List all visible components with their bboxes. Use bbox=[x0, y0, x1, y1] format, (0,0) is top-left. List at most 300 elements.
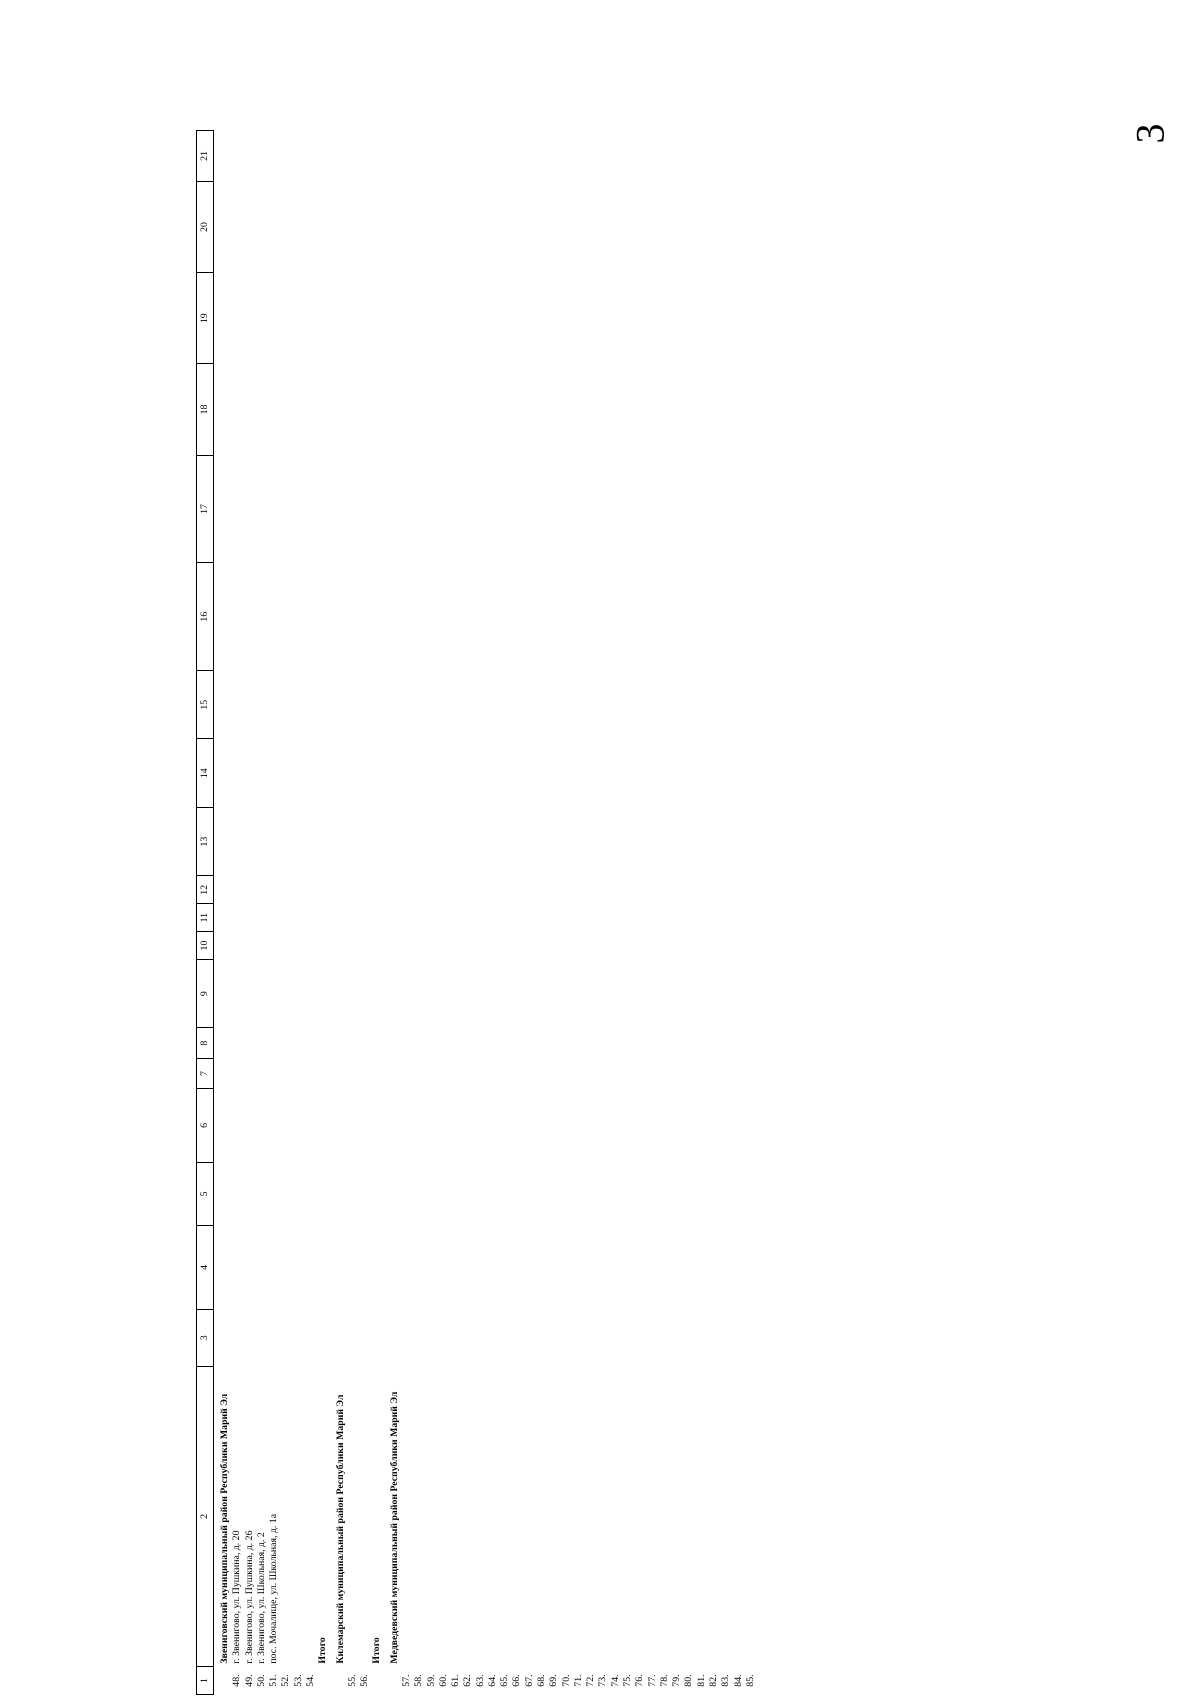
table-cell: 64. bbox=[486, 1674, 498, 1687]
table-cell bbox=[462, 1058, 474, 1088]
table-cell bbox=[634, 932, 646, 960]
table-cell bbox=[371, 904, 383, 932]
table-cell bbox=[499, 1028, 511, 1058]
table-cell bbox=[683, 1366, 695, 1666]
table-cell bbox=[475, 273, 487, 364]
table-cell bbox=[524, 739, 536, 807]
table-cell bbox=[347, 876, 359, 904]
table-cell bbox=[573, 1366, 585, 1666]
table-cell: 63. bbox=[474, 1674, 486, 1687]
table-cell bbox=[450, 959, 462, 1027]
table-cell bbox=[671, 671, 683, 739]
table-cell bbox=[733, 904, 745, 932]
table-row bbox=[231, 131, 243, 1695]
column-header: 6 bbox=[197, 1089, 214, 1163]
table-cell bbox=[487, 364, 499, 455]
table-cell bbox=[317, 904, 329, 932]
table-cell bbox=[647, 959, 659, 1027]
table-cell bbox=[244, 181, 256, 272]
table-cell bbox=[305, 364, 317, 455]
table-cell bbox=[487, 959, 499, 1027]
table-cell bbox=[536, 563, 548, 671]
table-cell bbox=[597, 904, 609, 932]
table-cell bbox=[708, 563, 720, 671]
table-cell bbox=[268, 131, 280, 182]
column-header: 1 bbox=[197, 1667, 214, 1695]
table-cell bbox=[511, 932, 523, 960]
table-cell bbox=[610, 181, 622, 272]
table-cell bbox=[561, 364, 573, 455]
table-cell bbox=[561, 455, 573, 563]
table-cell bbox=[622, 1309, 634, 1366]
table-cell bbox=[401, 273, 413, 364]
column-header: 19 bbox=[197, 273, 214, 364]
table-cell bbox=[426, 1226, 438, 1310]
table-cell bbox=[231, 364, 243, 455]
table-cell bbox=[610, 807, 622, 875]
table-cell bbox=[733, 1366, 745, 1666]
table-cell bbox=[745, 131, 757, 182]
table-cell: 76. bbox=[634, 1674, 646, 1687]
table-cell bbox=[634, 1162, 646, 1225]
table-cell bbox=[426, 181, 438, 272]
table-cell bbox=[475, 671, 487, 739]
table-cell bbox=[371, 563, 383, 671]
table-cell bbox=[511, 1089, 523, 1163]
table-cell bbox=[561, 1089, 573, 1163]
table-cell: 62. bbox=[462, 1674, 474, 1687]
table-cell bbox=[317, 959, 329, 1027]
table-cell bbox=[708, 807, 720, 875]
table-cell bbox=[462, 1089, 474, 1163]
table-cell bbox=[708, 131, 720, 182]
table-cell bbox=[305, 1162, 317, 1225]
table-cell bbox=[268, 932, 280, 960]
table-cell bbox=[720, 1226, 732, 1310]
table-cell bbox=[268, 1058, 280, 1088]
table-cell bbox=[536, 959, 548, 1027]
table-cell bbox=[475, 181, 487, 272]
table-cell bbox=[347, 1058, 359, 1088]
table-cell bbox=[317, 1309, 329, 1366]
table-cell bbox=[487, 181, 499, 272]
table-cell bbox=[305, 1309, 317, 1366]
table-cell bbox=[244, 904, 256, 932]
table-cell: 75. bbox=[622, 1674, 633, 1687]
table-cell bbox=[622, 1028, 634, 1058]
table-cell bbox=[413, 181, 425, 272]
table-row bbox=[438, 131, 450, 1695]
table-cell bbox=[347, 959, 359, 1027]
table-cell bbox=[659, 1058, 671, 1088]
table-cell bbox=[696, 364, 708, 455]
table-cell bbox=[585, 1028, 597, 1058]
table-cell bbox=[708, 1309, 720, 1366]
table-cell bbox=[256, 1058, 268, 1088]
table-cell bbox=[708, 1089, 720, 1163]
table-cell bbox=[659, 932, 671, 960]
table-cell bbox=[293, 131, 305, 182]
table-cell bbox=[696, 959, 708, 1027]
table-cell bbox=[548, 1028, 560, 1058]
table-cell bbox=[401, 876, 413, 904]
table-cell bbox=[268, 807, 280, 875]
table-cell bbox=[610, 876, 622, 904]
table-cell bbox=[359, 739, 371, 807]
table-cell bbox=[610, 671, 622, 739]
table-cell bbox=[536, 455, 548, 563]
table-cell: 78. bbox=[658, 1674, 670, 1687]
table-cell bbox=[720, 273, 732, 364]
table-cell bbox=[671, 932, 683, 960]
table-cell bbox=[733, 807, 745, 875]
table-cell bbox=[696, 1089, 708, 1163]
table-cell bbox=[659, 455, 671, 563]
table-cell bbox=[634, 364, 646, 455]
table-cell bbox=[499, 932, 511, 960]
table-cell bbox=[647, 364, 659, 455]
table-cell bbox=[745, 1162, 757, 1225]
table-cell bbox=[585, 455, 597, 563]
table-cell bbox=[733, 1162, 745, 1225]
table-cell bbox=[634, 1366, 646, 1666]
table-cell bbox=[359, 904, 371, 932]
table-cell bbox=[359, 1162, 371, 1225]
table-cell bbox=[268, 739, 280, 807]
table-cell bbox=[634, 455, 646, 563]
table-cell bbox=[745, 959, 757, 1027]
table-cell: 82. bbox=[707, 1674, 719, 1687]
table-cell bbox=[347, 671, 359, 739]
table-cell bbox=[347, 455, 359, 563]
table-cell bbox=[671, 1366, 683, 1666]
table-cell bbox=[597, 932, 609, 960]
table-cell bbox=[280, 181, 292, 272]
table-cell bbox=[359, 671, 371, 739]
table-cell bbox=[733, 1058, 745, 1088]
table-cell bbox=[511, 1226, 523, 1310]
table-cell bbox=[696, 455, 708, 563]
table-cell bbox=[548, 959, 560, 1027]
section-title: Килемарский муниципальный район Республики Марий Эл bbox=[334, 1394, 346, 1664]
table-cell bbox=[548, 807, 560, 875]
table-cell bbox=[634, 1089, 646, 1163]
table-cell bbox=[597, 1089, 609, 1163]
table-cell bbox=[524, 1058, 536, 1088]
table-cell bbox=[305, 932, 317, 960]
table-cell bbox=[610, 1058, 622, 1088]
table-cell bbox=[347, 807, 359, 875]
table-cell bbox=[536, 876, 548, 904]
table-cell bbox=[610, 1309, 622, 1366]
table-cell bbox=[293, 563, 305, 671]
table-row bbox=[745, 131, 757, 1695]
table-cell bbox=[487, 1226, 499, 1310]
table-cell bbox=[524, 1162, 536, 1225]
table-row bbox=[634, 131, 646, 1695]
table-cell bbox=[573, 181, 585, 272]
table-cell bbox=[708, 932, 720, 960]
table-cell bbox=[683, 273, 695, 364]
table-cell bbox=[634, 807, 646, 875]
table-cell bbox=[671, 876, 683, 904]
table-cell bbox=[359, 1058, 371, 1088]
table-cell bbox=[622, 364, 634, 455]
table-cell bbox=[475, 1226, 487, 1310]
table-cell bbox=[622, 1226, 634, 1310]
table-cell bbox=[426, 739, 438, 807]
table-cell bbox=[708, 1058, 720, 1088]
table-cell bbox=[696, 563, 708, 671]
table-cell bbox=[745, 181, 757, 272]
table-row bbox=[585, 131, 597, 1695]
table-cell bbox=[499, 131, 511, 182]
table-cell bbox=[359, 455, 371, 563]
table-cell bbox=[622, 876, 634, 904]
table-row bbox=[487, 131, 499, 1695]
total-row bbox=[371, 131, 383, 1695]
table-cell bbox=[708, 455, 720, 563]
table-cell bbox=[317, 563, 329, 671]
table-cell bbox=[268, 671, 280, 739]
column-header: 18 bbox=[197, 364, 214, 455]
table-cell bbox=[622, 807, 634, 875]
table-cell bbox=[317, 364, 329, 455]
table-cell bbox=[745, 1058, 757, 1088]
table-cell bbox=[280, 563, 292, 671]
table-cell bbox=[371, 1058, 383, 1088]
table-cell bbox=[524, 904, 536, 932]
table-cell bbox=[413, 904, 425, 932]
table-cell bbox=[659, 273, 671, 364]
table-cell bbox=[487, 131, 499, 182]
total-row bbox=[317, 131, 329, 1695]
table-cell bbox=[647, 1226, 659, 1310]
table-row bbox=[462, 131, 474, 1695]
table-cell bbox=[280, 904, 292, 932]
table-cell bbox=[487, 932, 499, 960]
table-cell bbox=[696, 131, 708, 182]
table-cell bbox=[293, 1162, 305, 1225]
table-row bbox=[293, 131, 305, 1695]
table-cell bbox=[720, 1366, 732, 1666]
table-cell bbox=[487, 1089, 499, 1163]
table-cell bbox=[413, 1028, 425, 1058]
table-cell bbox=[487, 1309, 499, 1366]
table-cell bbox=[462, 1309, 474, 1366]
table-cell bbox=[462, 739, 474, 807]
table-cell: 49. bbox=[243, 1674, 255, 1687]
table-cell bbox=[317, 807, 329, 875]
table-cell bbox=[499, 364, 511, 455]
table-row bbox=[401, 131, 413, 1695]
table-cell bbox=[585, 1058, 597, 1088]
table-cell bbox=[573, 932, 585, 960]
table-cell bbox=[585, 959, 597, 1027]
table-cell bbox=[487, 563, 499, 671]
table-cell bbox=[371, 959, 383, 1027]
table-cell bbox=[438, 904, 450, 932]
column-header: 10 bbox=[197, 932, 214, 960]
table-cell bbox=[347, 1366, 359, 1666]
table-cell bbox=[293, 1226, 305, 1310]
table-cell bbox=[683, 131, 695, 182]
table-cell bbox=[597, 671, 609, 739]
table-cell bbox=[438, 876, 450, 904]
table-row bbox=[359, 131, 371, 1695]
table-cell bbox=[426, 131, 438, 182]
table-cell bbox=[720, 1162, 732, 1225]
table-cell bbox=[413, 273, 425, 364]
table-cell bbox=[585, 904, 597, 932]
table-cell bbox=[426, 932, 438, 960]
table-row bbox=[347, 131, 359, 1695]
table-cell bbox=[438, 671, 450, 739]
table-cell bbox=[317, 1226, 329, 1310]
table-cell bbox=[585, 181, 597, 272]
table-cell: 77. bbox=[646, 1674, 658, 1687]
table-cell bbox=[293, 1089, 305, 1163]
table-row bbox=[683, 131, 695, 1695]
table-cell bbox=[597, 1309, 609, 1366]
table-cell bbox=[524, 1226, 536, 1310]
table-cell bbox=[268, 876, 280, 904]
table-cell bbox=[573, 131, 585, 182]
table-cell bbox=[359, 1366, 371, 1666]
table-cell bbox=[720, 959, 732, 1027]
table-cell bbox=[511, 1058, 523, 1088]
table-cell bbox=[585, 671, 597, 739]
table-cell bbox=[647, 1058, 659, 1088]
table-row bbox=[450, 131, 462, 1695]
table-cell bbox=[499, 181, 511, 272]
table-row bbox=[671, 131, 683, 1695]
table-cell bbox=[268, 273, 280, 364]
table-cell: г. Звенигово, ул. Пушкина, д. 26 bbox=[243, 1530, 255, 1664]
table-cell bbox=[720, 671, 732, 739]
column-header: 12 bbox=[197, 876, 214, 904]
table-cell bbox=[585, 807, 597, 875]
table-cell bbox=[438, 1309, 450, 1366]
table-cell bbox=[548, 1309, 560, 1366]
table-cell bbox=[462, 671, 474, 739]
table-cell bbox=[426, 1028, 438, 1058]
table-cell bbox=[585, 1366, 597, 1666]
table-cell bbox=[634, 671, 646, 739]
table-cell bbox=[696, 1226, 708, 1310]
table-cell bbox=[610, 273, 622, 364]
table-cell bbox=[708, 739, 720, 807]
table-cell bbox=[359, 563, 371, 671]
table-cell bbox=[536, 671, 548, 739]
table-cell bbox=[487, 1366, 499, 1666]
table-cell bbox=[413, 1058, 425, 1088]
table-cell bbox=[573, 1162, 585, 1225]
table-cell bbox=[268, 181, 280, 272]
table-cell bbox=[671, 1089, 683, 1163]
table-cell bbox=[231, 739, 243, 807]
table-cell bbox=[548, 563, 560, 671]
table-cell bbox=[585, 563, 597, 671]
table-cell bbox=[647, 904, 659, 932]
table-cell bbox=[597, 1162, 609, 1225]
table-cell bbox=[499, 563, 511, 671]
table-cell bbox=[438, 932, 450, 960]
table-cell bbox=[280, 455, 292, 563]
table-cell bbox=[256, 876, 268, 904]
table-cell bbox=[256, 563, 268, 671]
table-cell bbox=[622, 959, 634, 1027]
table-cell bbox=[647, 1366, 659, 1666]
table-cell bbox=[347, 932, 359, 960]
table-cell bbox=[426, 671, 438, 739]
table-cell bbox=[268, 455, 280, 563]
table-cell bbox=[371, 671, 383, 739]
table-cell bbox=[280, 1089, 292, 1163]
table-cell: г. Звенигово, ул. Школьная, д. 2 bbox=[255, 1532, 267, 1664]
table-cell bbox=[720, 364, 732, 455]
table-cell bbox=[450, 1366, 462, 1666]
table-cell bbox=[293, 671, 305, 739]
table-cell bbox=[244, 1089, 256, 1163]
table-cell bbox=[524, 876, 536, 904]
table-cell bbox=[256, 671, 268, 739]
table-cell bbox=[293, 364, 305, 455]
table-cell bbox=[413, 807, 425, 875]
table-cell bbox=[280, 932, 292, 960]
table-row bbox=[268, 131, 280, 1695]
table-cell bbox=[733, 932, 745, 960]
table-cell bbox=[647, 273, 659, 364]
table-row bbox=[511, 131, 523, 1695]
table-cell bbox=[524, 181, 536, 272]
table-cell bbox=[401, 739, 413, 807]
table-cell bbox=[683, 1058, 695, 1088]
column-header: 20 bbox=[197, 181, 214, 272]
table-cell: 74. bbox=[609, 1674, 621, 1687]
table-cell: Итого bbox=[371, 1637, 383, 1664]
table-cell bbox=[597, 807, 609, 875]
table-cell bbox=[622, 739, 634, 807]
table-cell bbox=[745, 1028, 757, 1058]
table-cell bbox=[426, 807, 438, 875]
table-cell bbox=[659, 1226, 671, 1310]
table-cell bbox=[293, 181, 305, 272]
table-cell bbox=[585, 1089, 597, 1163]
table-cell bbox=[330, 1667, 347, 1695]
table-cell bbox=[573, 739, 585, 807]
table-cell bbox=[671, 807, 683, 875]
table-cell bbox=[413, 455, 425, 563]
table-cell bbox=[359, 364, 371, 455]
table-cell bbox=[536, 1366, 548, 1666]
table-cell bbox=[548, 671, 560, 739]
table-cell bbox=[256, 364, 268, 455]
table-row bbox=[659, 131, 671, 1695]
table-cell bbox=[244, 273, 256, 364]
table-cell bbox=[610, 1162, 622, 1225]
table-cell bbox=[487, 671, 499, 739]
table-cell bbox=[536, 273, 548, 364]
table-cell bbox=[696, 807, 708, 875]
table-cell bbox=[487, 739, 499, 807]
table-cell bbox=[475, 1089, 487, 1163]
table-cell bbox=[450, 563, 462, 671]
table-cell bbox=[548, 1058, 560, 1088]
table-cell bbox=[305, 563, 317, 671]
table-cell bbox=[720, 563, 732, 671]
table-cell bbox=[671, 959, 683, 1027]
